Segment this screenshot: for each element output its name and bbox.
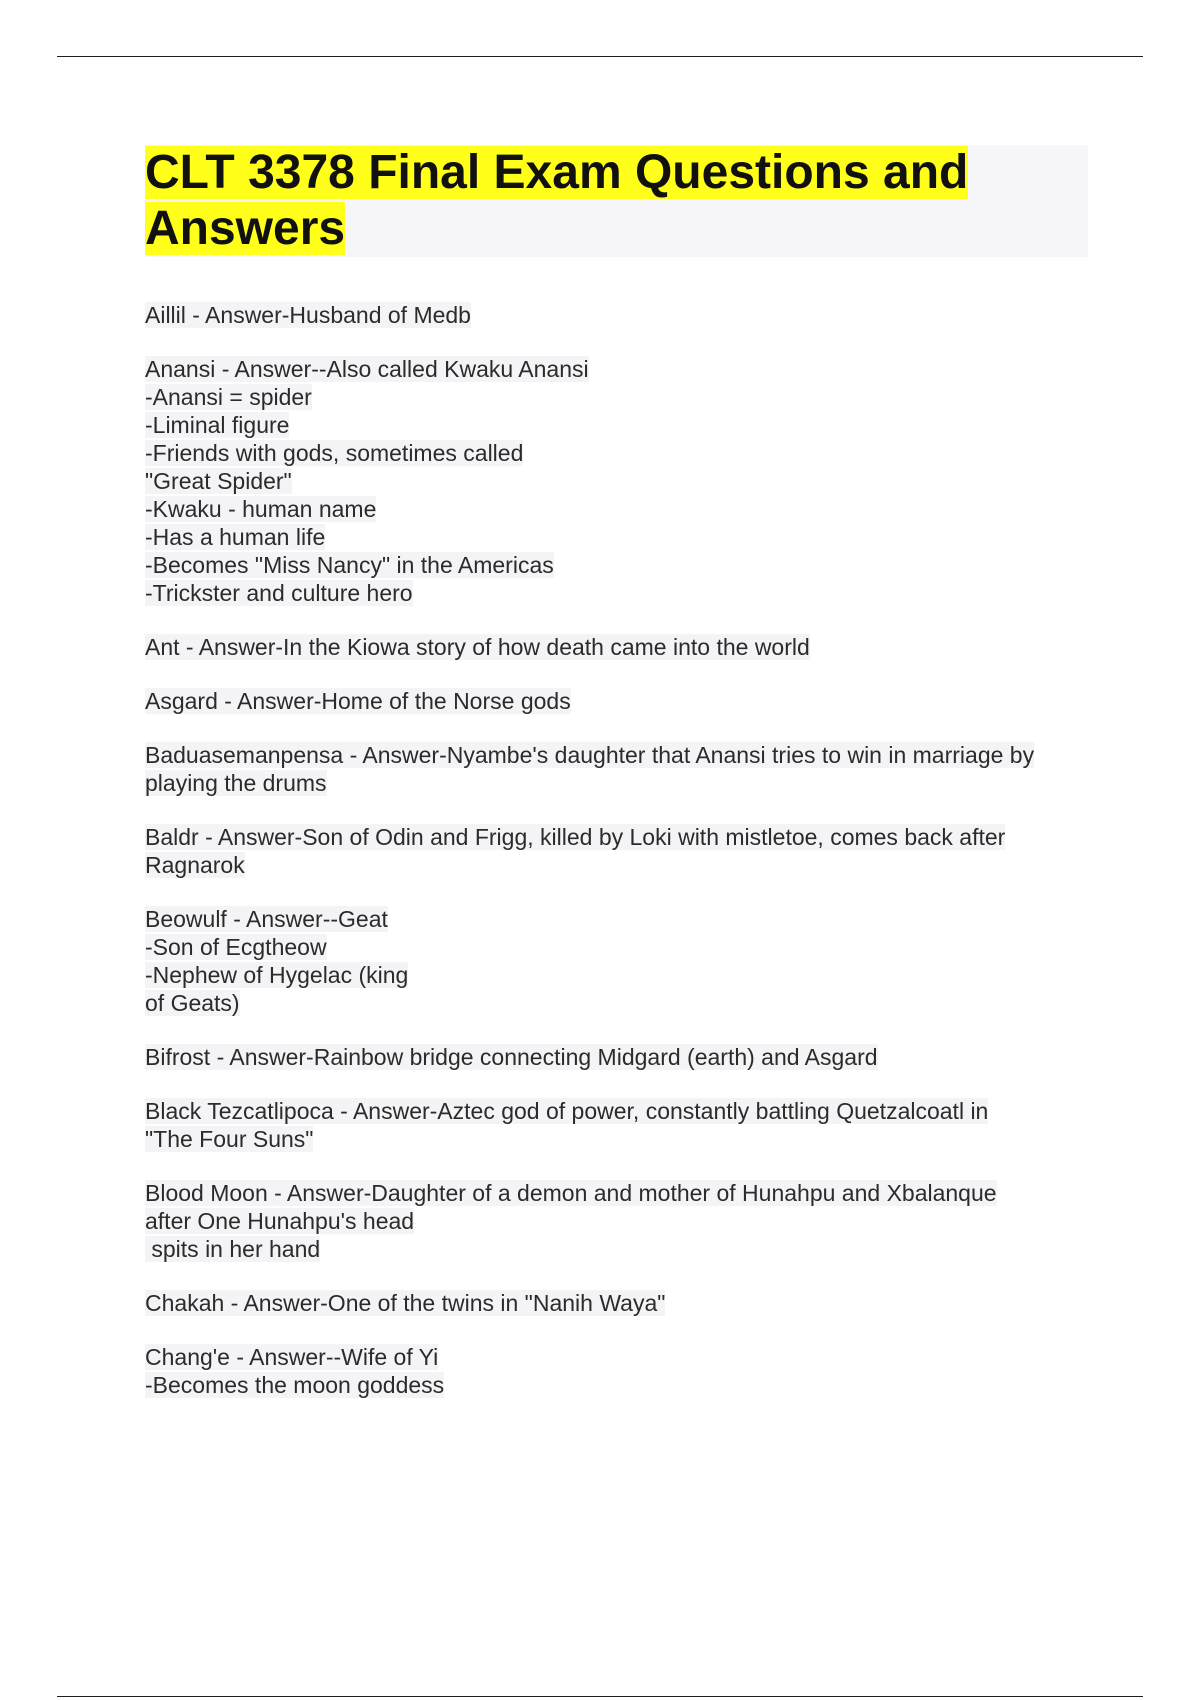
qa-entry-text: -Kwaku - human name <box>145 496 377 522</box>
qa-entry <box>145 741 1100 797</box>
qa-entry-line <box>145 301 1100 329</box>
qa-entry-text: -Has a human life <box>145 524 326 550</box>
qa-entry-line <box>145 933 1100 961</box>
qa-entry-text: -Friends with gods, sometimes called <box>145 440 524 466</box>
qa-entry-text: spits in her hand <box>145 1236 321 1262</box>
qa-entry-line <box>145 633 1100 661</box>
qa-entry-line <box>145 1125 1100 1153</box>
bottom-rule <box>57 1696 1143 1697</box>
qa-entry <box>145 355 1100 607</box>
qa-entry <box>145 301 1100 329</box>
qa-entry-line <box>145 1097 1100 1125</box>
qa-entry-line <box>145 769 1100 797</box>
qa-entry-line <box>145 1289 1100 1317</box>
qa-entry-text: -Anansi = spider <box>145 384 312 410</box>
qa-entry-text: Beowulf - Answer--Geat <box>145 906 388 932</box>
qa-entry-text: Chakah - Answer-One of the twins in "Nanih Waya" <box>145 1290 666 1316</box>
qa-entry-line <box>145 523 1100 551</box>
qa-entry-line <box>145 1371 1100 1399</box>
qa-entry-text: "Great Spider" <box>145 468 292 494</box>
qa-entry-text: after One Hunahpu's head <box>145 1208 415 1234</box>
qa-entry-line <box>145 579 1100 607</box>
qa-entry-text: -Becomes "Miss Nancy" in the Americas <box>145 552 554 578</box>
qa-entry-text: Ragnarok <box>145 852 245 878</box>
qa-entry-text: Baduasemanpensa - Answer-Nyambe's daughter that Anansi tries to win in marriage by <box>145 742 1035 768</box>
qa-entry-text: playing the drums <box>145 770 327 796</box>
title-line: CLT 3378 Final Exam Questions and <box>145 146 969 199</box>
qa-entry-text: Bifrost - Answer-Rainbow bridge connecting Midgard (earth) and Asgard <box>145 1044 878 1070</box>
qa-entry-line <box>145 1235 1100 1263</box>
qa-entry-line <box>145 411 1100 439</box>
qa-entry-line <box>145 1343 1100 1371</box>
qa-entry-text: -Son of Ecgtheow <box>145 934 327 960</box>
title-block <box>145 145 1088 257</box>
qa-entry-text: Chang'e - Answer--Wife of Yi <box>145 1344 439 1370</box>
qa-entry-line <box>145 383 1100 411</box>
qa-entry-line <box>145 439 1100 467</box>
qa-entry <box>145 1043 1100 1071</box>
qa-entry <box>145 633 1100 661</box>
qa-entry-text: Ant - Answer-In the Kiowa story of how death came into the world <box>145 634 810 660</box>
qa-entry-text: of Geats) <box>145 990 240 1016</box>
qa-entry-text: -Becomes the moon goddess <box>145 1372 445 1398</box>
qa-entry-line <box>145 551 1100 579</box>
qa-entry-text: Asgard - Answer-Home of the Norse gods <box>145 688 571 714</box>
qa-entry-text: Blood Moon - Answer-Daughter of a demon and mother of Hunahpu and Xbalanque <box>145 1180 997 1206</box>
qa-entry-line <box>145 905 1100 933</box>
qa-list <box>145 301 1100 1425</box>
qa-entry-text: Baldr - Answer-Son of Odin and Frigg, killed by Loki with mistletoe, comes back after <box>145 824 1006 850</box>
document-title <box>145 145 1088 257</box>
qa-entry-text: -Liminal figure <box>145 412 290 438</box>
qa-entry-line <box>145 741 1100 769</box>
qa-entry-text: Aillil - Answer-Husband of Medb <box>145 302 471 328</box>
qa-entry-line <box>145 1043 1100 1071</box>
top-rule <box>57 56 1143 57</box>
qa-entry <box>145 823 1100 879</box>
qa-entry-text: Anansi - Answer--Also called Kwaku Anansi <box>145 356 589 382</box>
qa-entry-text: -Nephew of Hygelac (king <box>145 962 409 988</box>
qa-entry <box>145 1179 1100 1263</box>
qa-entry <box>145 1289 1100 1317</box>
qa-entry <box>145 905 1100 1017</box>
qa-entry-line <box>145 1207 1100 1235</box>
qa-entry-text: -Trickster and culture hero <box>145 580 413 606</box>
qa-entry <box>145 687 1100 715</box>
qa-entry <box>145 1343 1100 1399</box>
qa-entry-line <box>145 355 1100 383</box>
qa-entry-text: "The Four Suns" <box>145 1126 314 1152</box>
qa-entry <box>145 1097 1100 1153</box>
qa-entry-text: Black Tezcatlipoca - Answer-Aztec god of power, constantly battling Quetzalcoatl in <box>145 1098 989 1124</box>
qa-entry-line <box>145 823 1100 851</box>
qa-entry-line <box>145 495 1100 523</box>
title-line: Answers <box>145 202 346 255</box>
qa-entry-line <box>145 467 1100 495</box>
qa-entry-line <box>145 961 1100 989</box>
qa-entry-line <box>145 851 1100 879</box>
qa-entry-line <box>145 1179 1100 1207</box>
qa-entry-line <box>145 687 1100 715</box>
qa-entry-line <box>145 989 1100 1017</box>
